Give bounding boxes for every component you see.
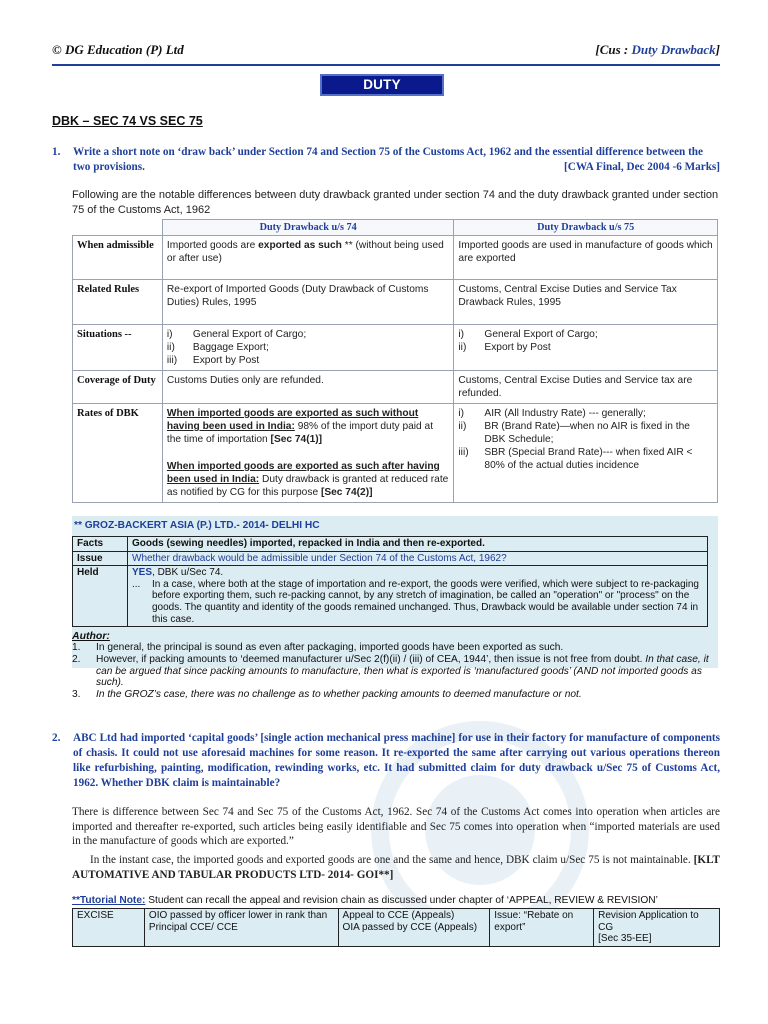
question-number: 1. <box>52 146 61 158</box>
table-row <box>73 909 720 947</box>
cell-sec75: Imported goods are used in manufacture of goods which are exported <box>454 236 718 280</box>
answer-paragraph-2: In the instant case, the imported goods and exported goods are one and the same and hence, DBK claim u/Sec 75 is not maintainable. [KLT AUTOMATIVE AND TABULAR PRODUCTS LTD- 2014- GOI**] <box>72 854 720 881</box>
list-item: iii) SBR (Special Brand Rate)--- when fixed AIR < 80% of the actual duties incidence <box>458 447 693 471</box>
question-number: 2. <box>52 732 61 744</box>
col-header-sec74: Duty Drawback u/s 74 <box>162 220 454 236</box>
intro-paragraph: Following are the notable differences between duty drawback granted under section 74 and the duty drawback granted under section 75 of the Customs Act, 1962 <box>72 189 719 216</box>
page-title: DUTY DRAWBACK <box>320 74 444 96</box>
row-label: When admissible <box>73 236 163 280</box>
chain-cell: EXCISE <box>73 909 145 947</box>
cell-sec75: Customs, Central Excise Duties and Service Tax Drawback Rules, 1995 <box>454 280 718 325</box>
author-notes <box>72 642 718 701</box>
chain-cell: Issue: “Rebate on export” <box>490 909 594 947</box>
appeal-chain-table <box>72 908 720 947</box>
table-row <box>73 280 718 325</box>
list-item: ii) Export by Post <box>458 342 551 353</box>
page-header <box>52 42 720 64</box>
row-label: Rates of DBK <box>73 404 163 503</box>
col-header-sec75: Duty Drawback u/s 75 <box>454 220 718 236</box>
list-item: ii) Baggage Export; <box>166 342 269 353</box>
table-row <box>73 404 718 503</box>
list-item: 1. In general, the principal is sound as even after packaging, imported goods have been exported as such. <box>72 642 564 653</box>
header-topic: [Cus : Duty Drawback] <box>595 42 720 57</box>
situations-list-74 <box>167 328 450 367</box>
issue-label: Issue <box>73 551 128 566</box>
case-table <box>72 536 708 627</box>
cell-sec75 <box>454 325 718 371</box>
row-label: Coverage of Duty <box>73 371 163 404</box>
header-publisher: © DG Education (P) Ltd <box>52 42 184 57</box>
table-row <box>73 325 718 371</box>
table-row <box>73 371 718 404</box>
list-item: 2. However, if packing amounts to ‘deemed manufacturer u/Sec 2(f)(ii) / (iii) of CEA, 1944’, then issue is not free from doubt. In that case, it can be argued that since packing amounts to manufacture, then what is exported is ‘manufactured goods’ (AND not imported goods as such). <box>72 653 709 689</box>
table-row <box>73 537 708 552</box>
cell-sec74: Imported goods are exported as such ** (without being used or after use) <box>162 236 454 280</box>
situations-list-75 <box>458 328 713 354</box>
facts-value: Goods (sewing needles) imported, repacked in India and then re-exported. <box>128 537 708 552</box>
question-1 <box>52 145 720 177</box>
question-2 <box>52 731 720 793</box>
chain-cell: Appeal to CCE (Appeals) OIA passed by CCE (Appeals) <box>338 909 490 947</box>
list-item: i) General Export of Cargo; <box>166 329 307 340</box>
answer-paragraph-1: There is difference between Sec 74 and Sec 75 of the Customs Act, 1962. Sec 74 of the Customs Act comes into operation when articles are imported and thereafter re-exported, such articles being easily identifiable and Sec 75 comes into operation when “imported materials are used in the manufacture of goods which are exported.” <box>72 806 720 848</box>
question-text: Write a short note on ‘draw back’ under Section 74 and Section 75 of the Customs Act, 1962 and the essential difference between the two provisions. <box>73 146 703 173</box>
held-label: Held <box>73 566 128 627</box>
cell-sec74: When imported goods are exported as such without having been used in India: 98% of the import duty paid at the time of importation [Sec 74(1)] When imported goods are exported as such after having been used in India: Duty drawback is granted at reduced rate as notified by CG for this purpose [Sec 74(2)] <box>162 404 454 503</box>
facts-label: Facts <box>73 537 128 552</box>
row-label: Situations -- <box>73 325 163 371</box>
list-item: i) AIR (All Industry Rate) --- generally; <box>458 408 646 419</box>
issue-value: Whether drawback would be admissible under Section 74 of the Customs Act, 1962? <box>128 551 708 566</box>
tutorial-note: **Tutorial Note: Student can recall the appeal and revision chain as discussed under chapter of ‘APPEAL, REVIEW & REVISION’ <box>72 895 658 906</box>
cell-sec74 <box>162 325 454 371</box>
list-item: ii) BR (Brand Rate)—when no AIR is fixed in the DBK Schedule; <box>458 421 690 445</box>
row-label: Related Rules <box>73 280 163 325</box>
table-row <box>73 566 708 627</box>
section-heading: DBK – SEC 74 VS SEC 75 <box>52 114 203 128</box>
case-heading: ** GROZ-BACKERT ASIA (P.) LTD.- 2014- DELHI HC <box>74 520 320 531</box>
table-header-row <box>73 220 718 236</box>
author-label: Author: <box>72 630 110 642</box>
comparison-table <box>72 219 718 503</box>
chain-cell: Revision Application to CG [Sec 35-EE] <box>594 909 720 947</box>
table-row <box>73 236 718 280</box>
list-item: i) General Export of Cargo; <box>458 329 598 340</box>
header-rule <box>52 64 720 66</box>
question-citation: [CWA Final, Dec 2004 -6 Marks] <box>564 161 720 173</box>
cell-sec74: Re-export of Imported Goods (Duty Drawback of Customs Duties) Rules, 1995 <box>162 280 454 325</box>
chain-cell: OIO passed by officer lower in rank than Principal CCE/ CCE <box>144 909 338 947</box>
cell-sec75: Customs, Central Excise Duties and Service tax are refunded. <box>454 371 718 404</box>
held-value: YES, DBK u/Sec 74. ... In a case, where both at the stage of importation and re-export, the goods were verified, which were subject to re-packaging before exporting them, such re-packing cannot, by any stretch of imagination, be called an "operation" or "process" on the goods. The quantity and identity of the goods remained unchanged. Thus, Drawback would be available under section 74 in this case. <box>128 566 708 627</box>
list-item: 3. In the GROZ’s case, there was no challenge as to whether packing amounts to deemed manufacture or not. <box>72 689 582 701</box>
list-item: iii) Export by Post <box>166 355 260 366</box>
table-corner <box>73 220 163 236</box>
cell-sec74: Customs Duties only are refunded. <box>162 371 454 404</box>
cell-sec75 <box>454 404 718 503</box>
table-row <box>73 551 708 566</box>
rates-list-75 <box>458 407 713 472</box>
question-text: ABC Ltd had imported ‘capital goods’ [single action mechanical press machine] for use in their factory for manufacture of components of chasis. It could not use aforesaid machines for some reason. It re-exported the same after carrying out various operations thereon like refurbishing, painting, modification, rewinding works, etc. It had submitted claim for duty drawback u/Sec 75 of Customs Act, 1962. Whether DBK claim is maintainable? <box>73 732 720 789</box>
